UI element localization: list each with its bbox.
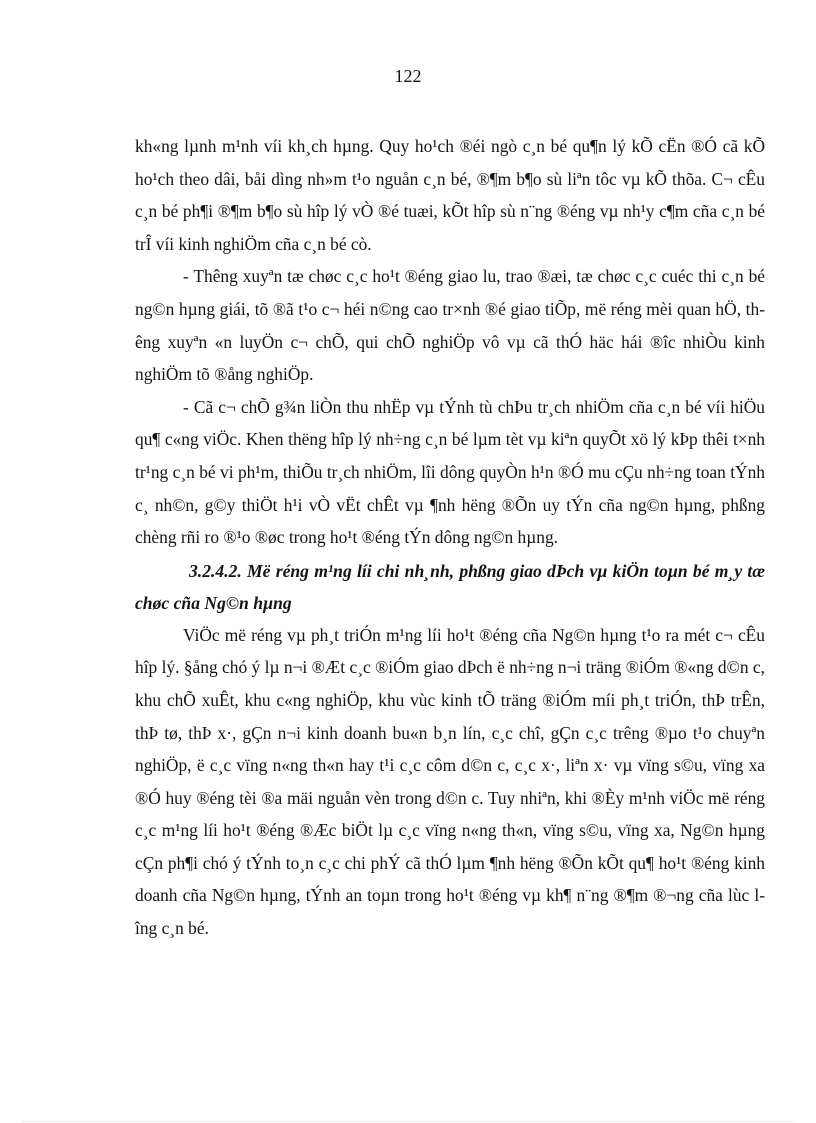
section-heading: 3.2.4.2. Më réng m¹ng líi chi nh¸nh, phßng giao dÞch vµ kiÖn toµn bé m¸y tæ chøc cña Ng©n hµng	[135, 560, 765, 613]
page-number: 122	[394, 66, 422, 86]
document-body	[135, 130, 765, 945]
paragraph-exchange-activities: - Thêng xuyªn tæ chøc c¸c ho¹t ®éng giao lu, trao ®æi, tæ chøc c¸c cuéc thi c¸n bé ng©n hµng giái, tõ ®ã t¹o c¬ héi n©ng cao tr×nh ®é giao tiÕp, më réng mèi quan hÖ, thêng xuyªn «n luyÖn c¬ chÕ, qui chÕ nghiÖp vô vµ cã thÓ häc hái ®îc nhiÒu kinh nghiÖm tõ ®ång nghiÖp.	[135, 266, 765, 385]
paragraph-income-mechanism: - Cã c¬ chÕ g¾n liÒn thu nhËp vµ tÝnh tù chÞu tr¸ch nhiÖm cña c¸n bé víi hiÖu qu¶ c«ng viÖc. Khen thëng hîp lý nh÷ng c¸n bé lµm tèt vµ kiªn quyÕt xö lý kÞp thêi t×nh tr¹ng c¸n bé vi ph¹m, thiÕu tr¸ch nhiÖm, lîi dông quyÒn h¹n ®Ó mu cÇu nh÷ng toan tÝnh c¸ nh©n, g©y thiÖt h¹i vÒ vËt chÊt vµ ¶nh hëng ®Õn uy tÝn cña ng©n hµng, phßng chèng rñi ro ®¹o ®øc trong ho¹t ®éng tÝn dông ng©n hµng.	[135, 396, 765, 548]
page-bottom-divider	[22, 1121, 794, 1122]
paragraph-network-expansion: ViÖc më réng vµ ph¸t triÓn m¹ng líi ho¹t ®éng cña Ng©n hµng t¹o ra mét c¬ cÊu hîp lý. §ång chó ý lµ n¬i ®Æt c¸c ®iÓm giao dÞch ë nh÷ng n¬i träng ®iÓm ®«ng d©n c, khu chÕ xuÊt, khu c«ng nghiÖp, khu vùc kinh tÕ träng ®iÓm míi ph¸t triÓn, thÞ trÊn, thÞ tø, thÞ x·, gÇn n¬i kinh doanh bu«n b¸n lín, c¸c chî, gÇn c¸c trêng ®µo t¹o chuyªn nghiÖp, ë c¸c vïng n«ng th«n hay t¹i c¸c côm d©n c, c¸c x·, liªn x· vµ vïng s©u, vïng xa ®Ó huy ®éng tèi ®a mäi nguån vèn trong d©n c. Tuy nhiªn, khi ®Èy m¹nh viÖc më réng c¸c m¹ng líi ho¹t ®éng ®Æc biÖt lµ c¸c vïng n«ng th«n, vïng s©u, vïng xa, Ng©n hµng cÇn ph¶i chó ý tÝnh to¸n c¸c chi phÝ cã thÓ lµm ¶nh hëng ®Õn kÕt qu¶ ho¹t ®éng kinh doanh cña Ng©n hµng, tÝnh an toµn trong ho¹t ®éng vµ kh¶ n¨ng ®¶m ®¬ng cña lùc lîng c¸n bé.	[135, 624, 765, 939]
paragraph-continuation: kh«ng lµnh m¹nh víi kh¸ch hµng. Quy ho¹ch ®éi ngò c¸n bé qu¶n lý kÕ cËn ®Ó cã kÕ ho¹ch theo dâi, båi dìng nh»m t¹o nguån c¸n bé, ®¶m b¶o sù liªn tôc vµ kÕ thõa. C¬ cÊu c¸n bé ph¶i ®¶m b¶o sù hîp lý vÒ ®é tuæi, kÕt hîp sù n¨ng ®éng vµ nh¹y c¶m cña c¸n bé trÎ víi kinh nghiÖm cña c¸n bé cò.	[135, 136, 765, 254]
